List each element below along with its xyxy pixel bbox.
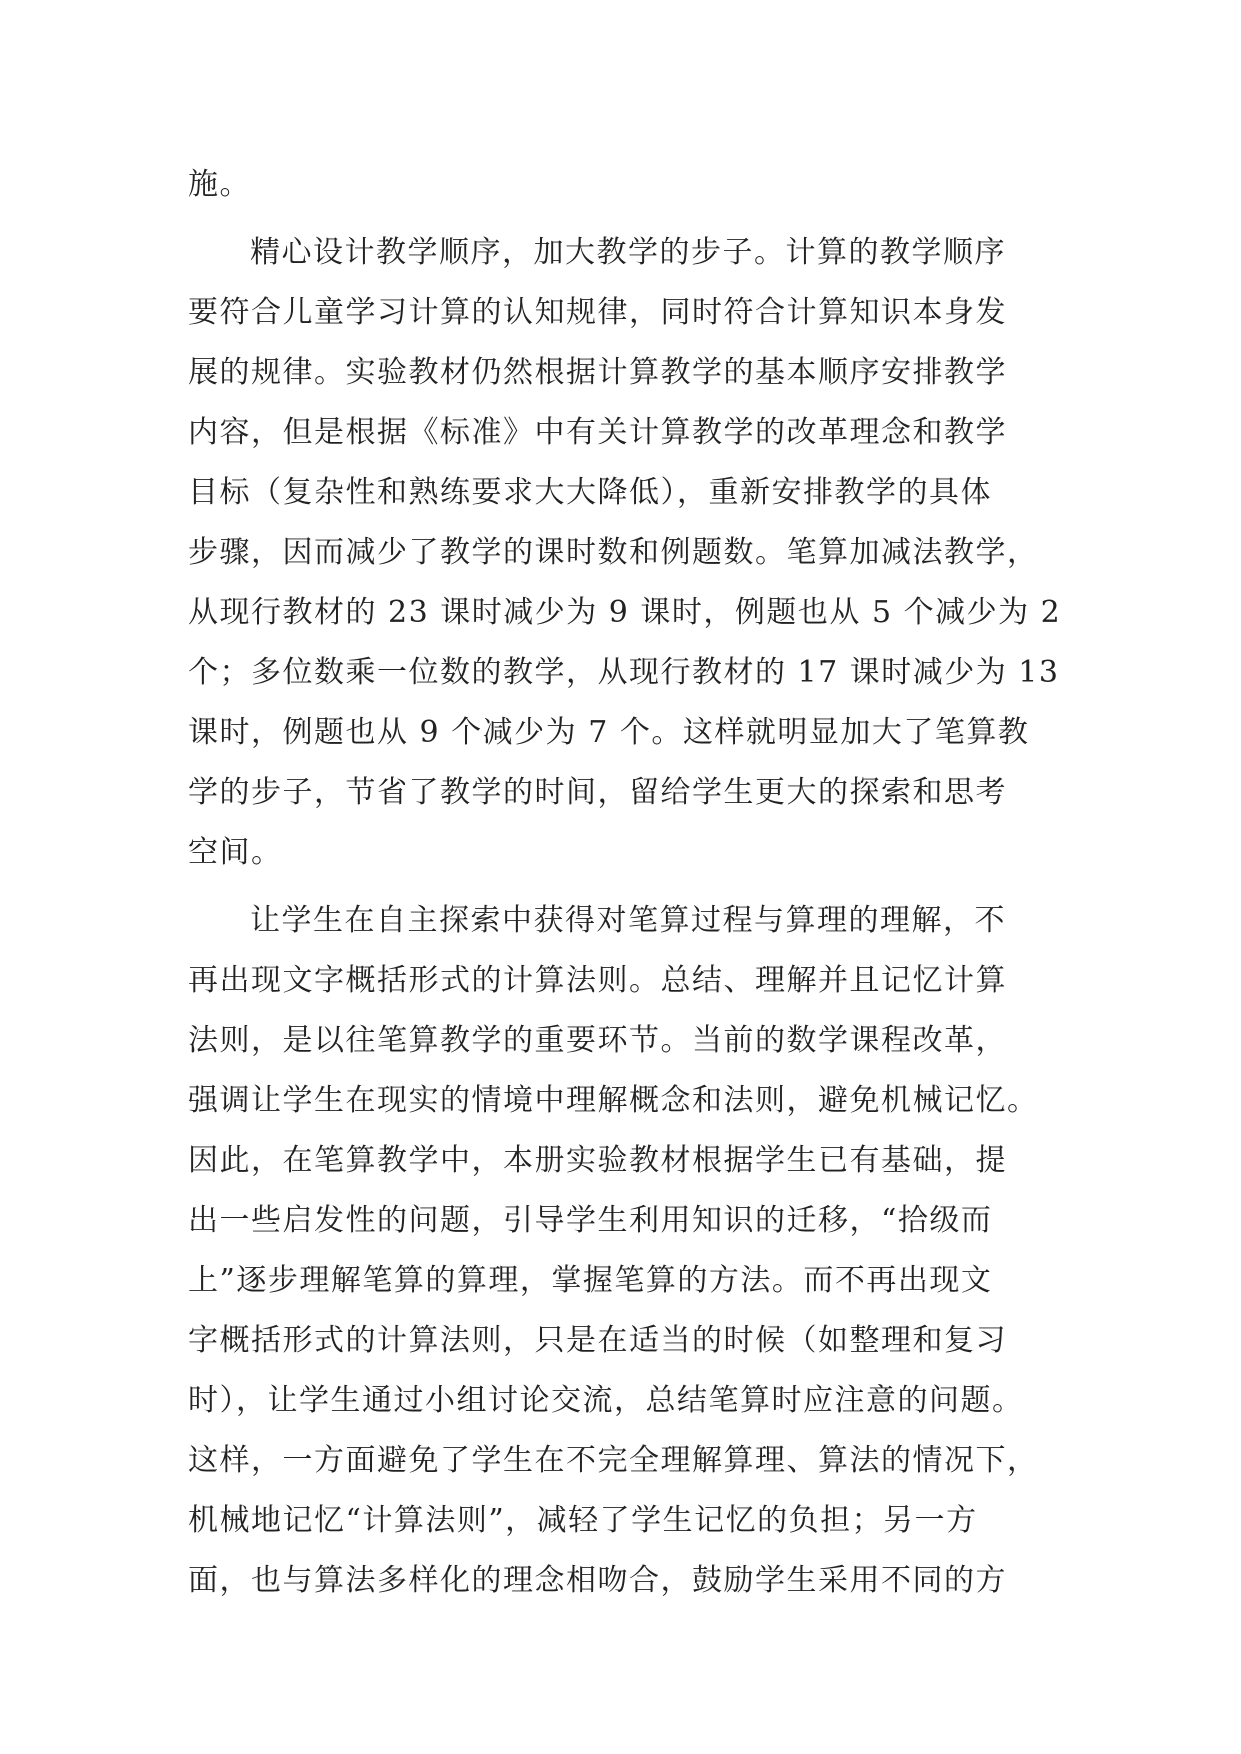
text-line: 强调让学生在现实的情境中理解概念和法则，避免机械记忆。: [188, 1083, 1039, 1118]
text-line: 让学生在自主探索中获得对笔算过程与算理的理解，不: [250, 903, 1006, 938]
text-line: 施。: [188, 167, 251, 202]
text-line: 机械地记忆“计算法则”，减轻了学生记忆的负担；另一方: [188, 1503, 978, 1538]
text-line: 学的步子，节省了教学的时间，留给学生更大的探索和思考: [188, 775, 1007, 810]
text-line: 展的规律。实验教材仍然根据计算教学的基本顺序安排教学: [188, 355, 1007, 390]
text-line: 内容，但是根据《标准》中有关计算教学的改革理念和教学: [188, 415, 1007, 450]
text-line: 再出现文字概括形式的计算法则。总结、理解并且记忆计算: [188, 963, 1007, 998]
text-line: 上”逐步理解笔算的算理，掌握笔算的方法。而不再出现文: [188, 1263, 993, 1298]
text-line: 这样，一方面避免了学生在不完全理解算理、算法的情况下，: [188, 1443, 1039, 1478]
text-line: 目标（复杂性和熟练要求大大降低），重新安排教学的具体: [188, 475, 992, 510]
text-line: 精心设计教学顺序，加大教学的步子。计算的教学顺序: [250, 235, 1006, 270]
text-line: 课时，例题也从 9 个减少为 7 个。这样就明显加大了笔算教: [188, 715, 1030, 750]
text-line: 个；多位数乘一位数的教学，从现行教材的 17 课时减少为 13: [188, 655, 1060, 690]
text-line: 从现行教材的 23 课时减少为 9 课时，例题也从 5 个减少为 2: [188, 595, 1062, 630]
text-line: 法则，是以往笔算教学的重要环节。当前的数学课程改革，: [188, 1023, 1007, 1058]
text-line: 时），让学生通过小组讨论交流，总结笔算时应注意的问题。: [188, 1383, 1024, 1418]
text-line: 步骤，因而减少了教学的课时数和例题数。笔算加减法教学，: [188, 535, 1039, 570]
text-line: 空间。: [188, 835, 283, 870]
text-line: 出一些启发性的问题，引导学生利用知识的迁移，“拾级而: [188, 1203, 993, 1238]
text-line: 要符合儿童学习计算的认知规律，同时符合计算知识本身发: [188, 295, 1007, 330]
body-text: [188, 155, 1062, 1611]
text-line: 因此，在笔算教学中，本册实验教材根据学生已有基础，提: [188, 1143, 1007, 1178]
text-line: 字概括形式的计算法则，只是在适当的时候（如整理和复习: [188, 1323, 1007, 1358]
text-line: 面，也与算法多样化的理念相吻合，鼓励学生采用不同的方: [188, 1563, 1007, 1598]
